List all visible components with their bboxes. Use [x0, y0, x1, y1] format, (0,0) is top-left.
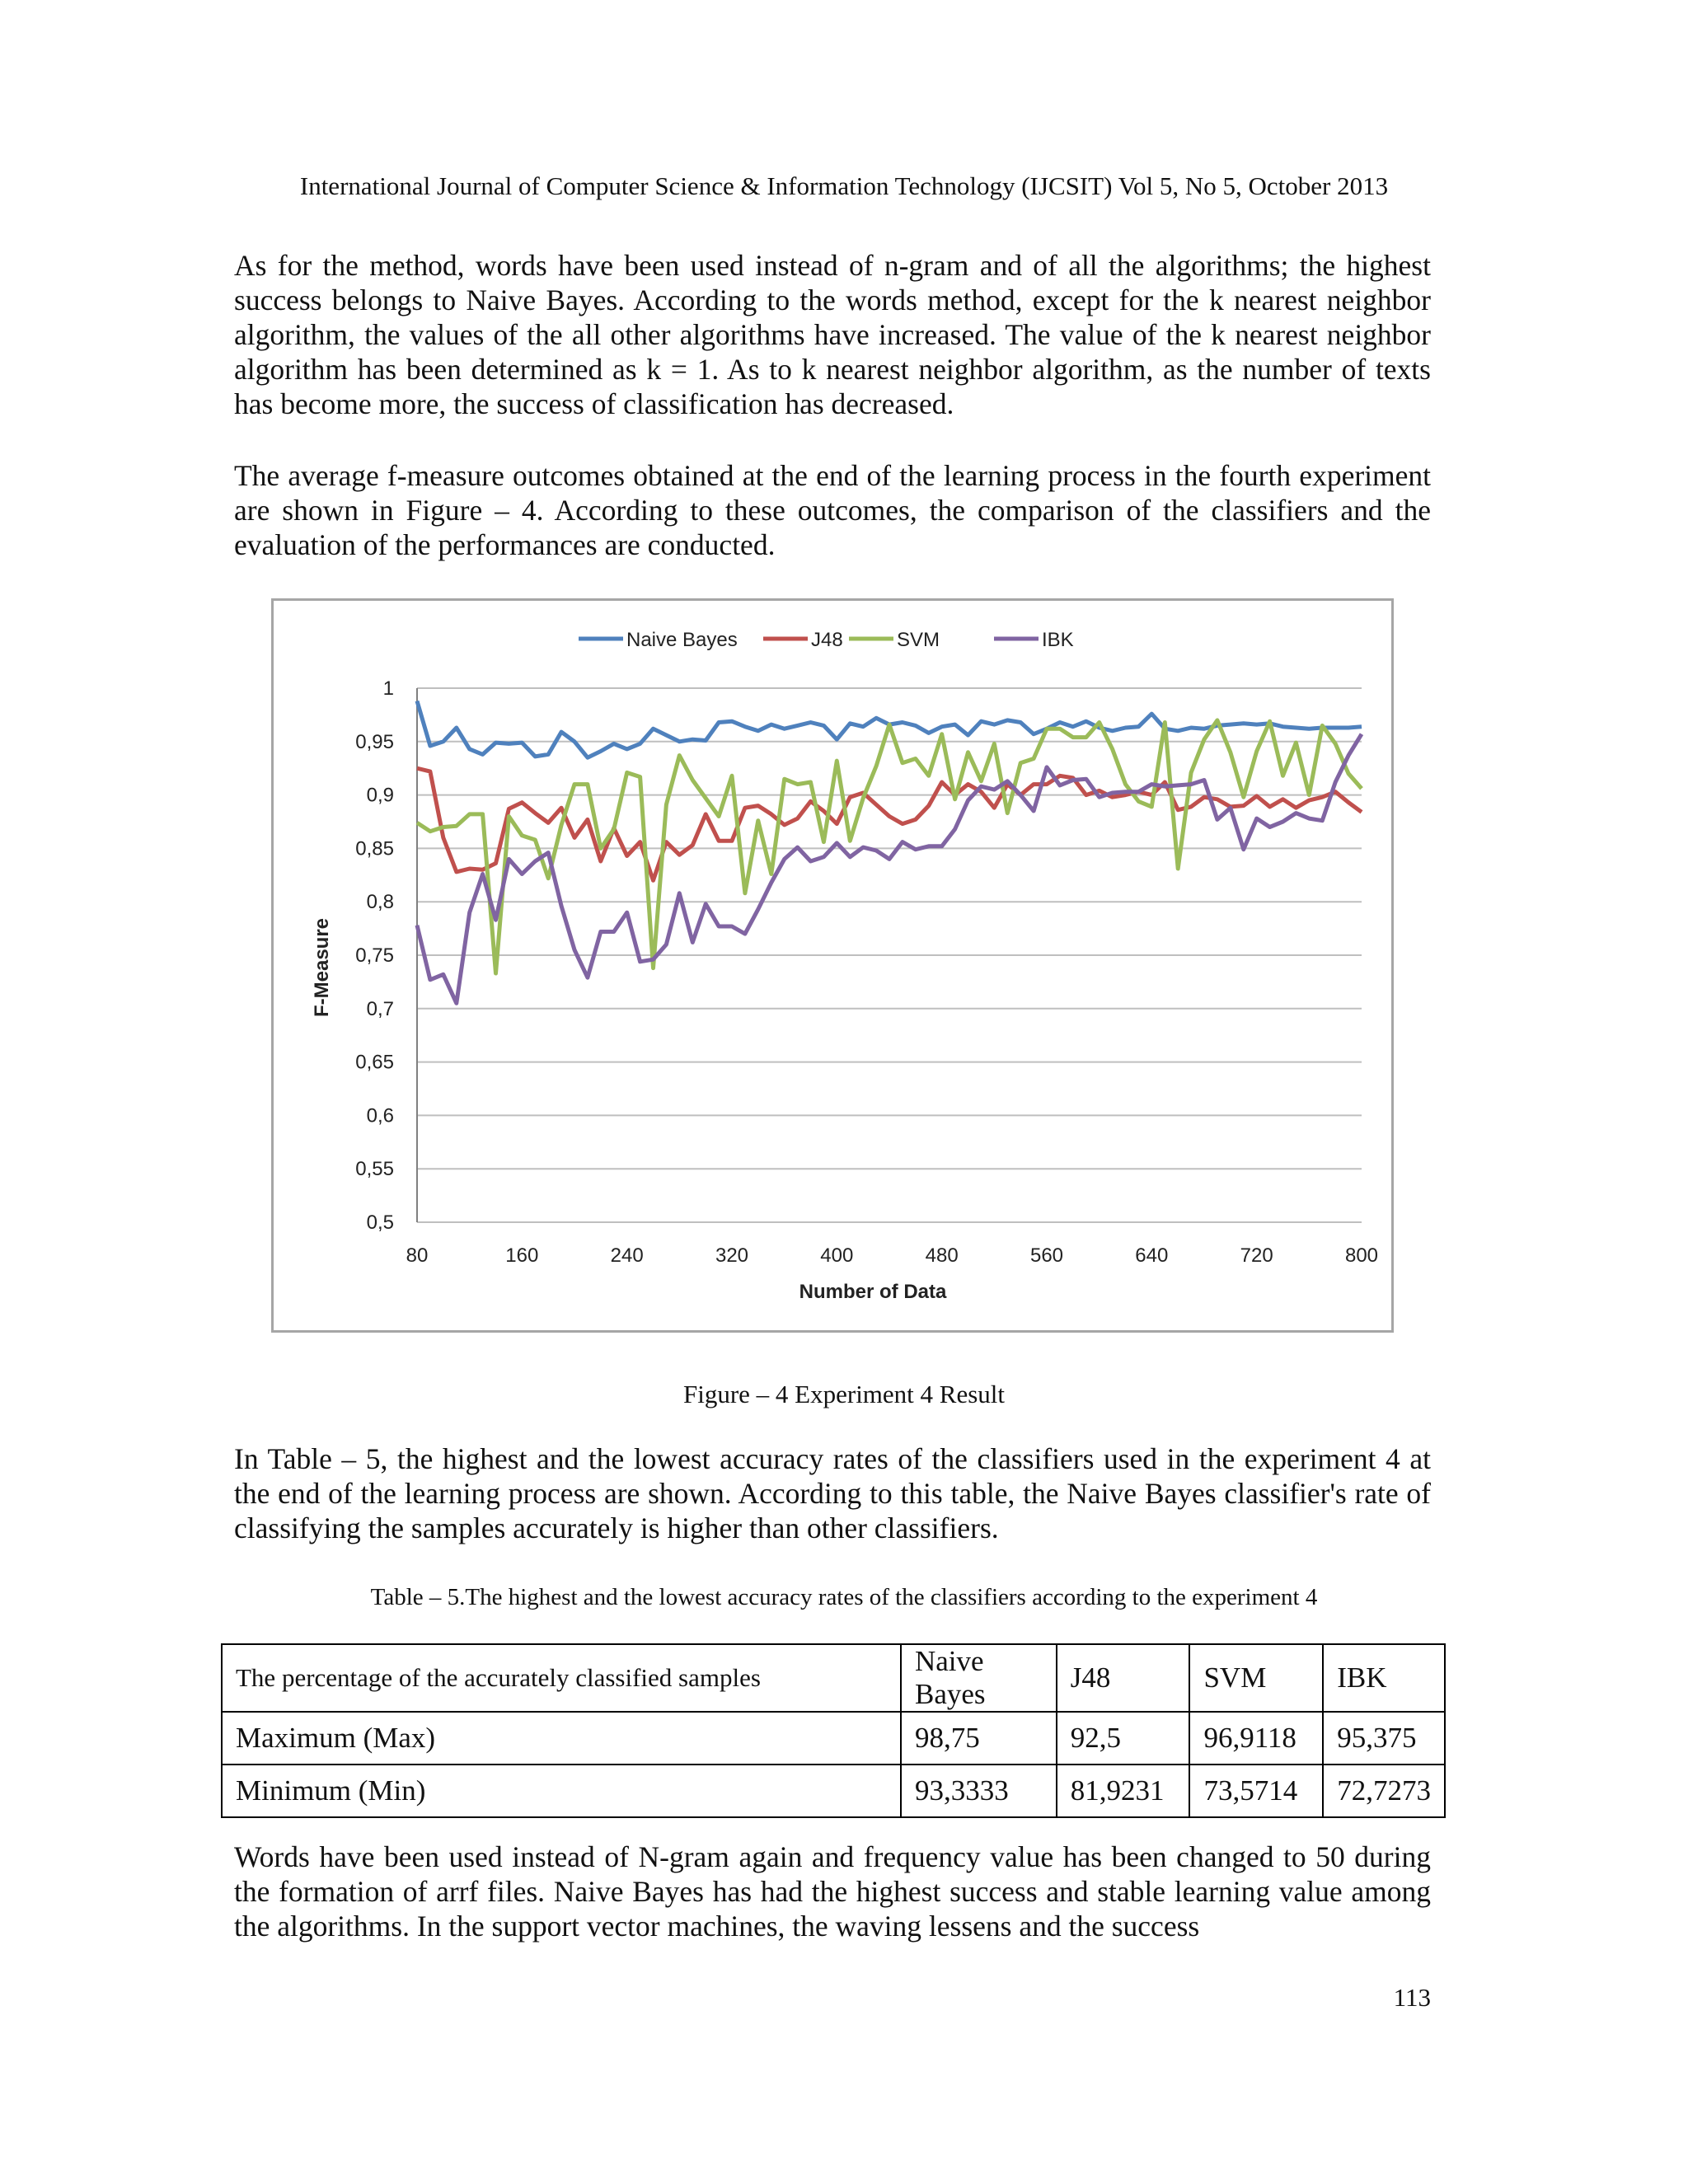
series-line-j48 [417, 768, 1362, 880]
y-tick-label: 0,75 [355, 944, 394, 967]
legend-label: SVM [897, 629, 940, 651]
x-tick-label: 400 [820, 1244, 854, 1267]
y-tick-label: 1 [382, 677, 394, 700]
y-axis-label: F-Measure [311, 917, 333, 1018]
legend-label: IBK [1042, 629, 1074, 651]
table-cell: 98,75 [901, 1712, 1057, 1765]
x-tick-label: 640 [1135, 1244, 1169, 1267]
table-cell: Maximum (Max) [222, 1712, 901, 1765]
series-line-svm [417, 720, 1362, 973]
legend-label: Naive Bayes [626, 629, 738, 651]
x-tick-label: 240 [610, 1244, 644, 1267]
x-axis-label: Number of Data [799, 1281, 947, 1303]
journal-header: International Journal of Computer Science & Information Technology (IJCSIT) Vol 5, No 5, October 2013 [299, 171, 1389, 200]
table-header-cell: IBK [1323, 1644, 1445, 1712]
figure-4-chart [271, 598, 1394, 1333]
series-line-ibk [417, 734, 1362, 1004]
table-cell: Minimum (Min) [222, 1765, 901, 1817]
legend-label: J48 [811, 629, 843, 651]
table-header-cell: Naive Bayes [901, 1644, 1057, 1712]
x-tick-label: 480 [925, 1244, 959, 1267]
table-cell: 92,5 [1057, 1712, 1190, 1765]
x-tick-label: 320 [715, 1244, 749, 1267]
table-cell: 96,9118 [1189, 1712, 1323, 1765]
table-row [222, 1712, 1445, 1765]
y-tick-label: 0,5 [366, 1212, 394, 1234]
accuracy-table [221, 1643, 1446, 1818]
table-cell: 72,7273 [1323, 1765, 1445, 1817]
table-cell: 81,9231 [1057, 1765, 1190, 1817]
page-number: 113 [1393, 1983, 1431, 2012]
x-tick-label: 800 [1344, 1244, 1379, 1267]
y-tick-label: 0,9 [366, 784, 394, 807]
paragraph-1: As for the method, words have been used instead of n-gram and of all the algorithms; the highest success belongs to Naive Bayes. According to the words method, except for the k nearest neighbor algorithm, the values of the all other algorithms have increased. The value of the k nearest neighbor algorithm has been determined as k = 1. As to k nearest neighbor algorithm, as the number of texts has become more, the success of classification has decreased. [234, 249, 1431, 420]
y-tick-label: 0,6 [366, 1104, 394, 1127]
table-header-cell: The percentage of the accurately classified samples [222, 1644, 901, 1712]
x-tick-label: 720 [1240, 1244, 1273, 1267]
paragraph-4: Words have been used instead of N-gram again and frequency value has been changed to 50 during the formation of arrf files. Naive Bayes has had the highest success and stable learning value among the algorithms. In the support vector machines, the waving lessens and the success [234, 1840, 1431, 1943]
x-tick-label: 560 [1029, 1244, 1064, 1267]
table-caption: Table – 5.The highest and the lowest accuracy rates of the classifiers according to the experiment 4 [370, 1584, 1318, 1610]
table-header-row [222, 1644, 1445, 1712]
table-cell: 73,5714 [1189, 1765, 1323, 1817]
y-tick-label: 0,65 [355, 1051, 394, 1074]
table-cell: 93,3333 [901, 1765, 1057, 1817]
table-cell: 95,375 [1323, 1712, 1445, 1765]
y-tick-label: 0,55 [355, 1158, 394, 1181]
table-row [222, 1765, 1445, 1817]
y-tick-label: 0,85 [355, 837, 394, 860]
x-tick-label: 80 [406, 1244, 429, 1267]
f-measure-line-chart [274, 601, 1391, 1330]
y-tick-label: 0,7 [366, 997, 394, 1020]
x-tick-label: 160 [505, 1244, 539, 1267]
table-header-cell: J48 [1057, 1644, 1190, 1712]
table-header-cell: SVM [1189, 1644, 1323, 1712]
y-tick-label: 0,8 [366, 891, 394, 914]
figure-caption: Figure – 4 Experiment 4 Result [682, 1380, 1006, 1408]
paragraph-2: The average f-measure outcomes obtained at the end of the learning process in the fourth experiment are shown in Figure – 4. According to these outcomes, the comparison of the classifiers and the evaluation of the performances are conducted. [234, 459, 1431, 561]
paragraph-3: In Table – 5, the highest and the lowest accuracy rates of the classifiers used in the experiment 4 at the end of the learning process are shown. According to this table, the Naive Bayes classifier's rate of classifying the samples accurately is higher than other classifiers. [234, 1442, 1431, 1544]
y-tick-label: 0,95 [355, 730, 394, 753]
